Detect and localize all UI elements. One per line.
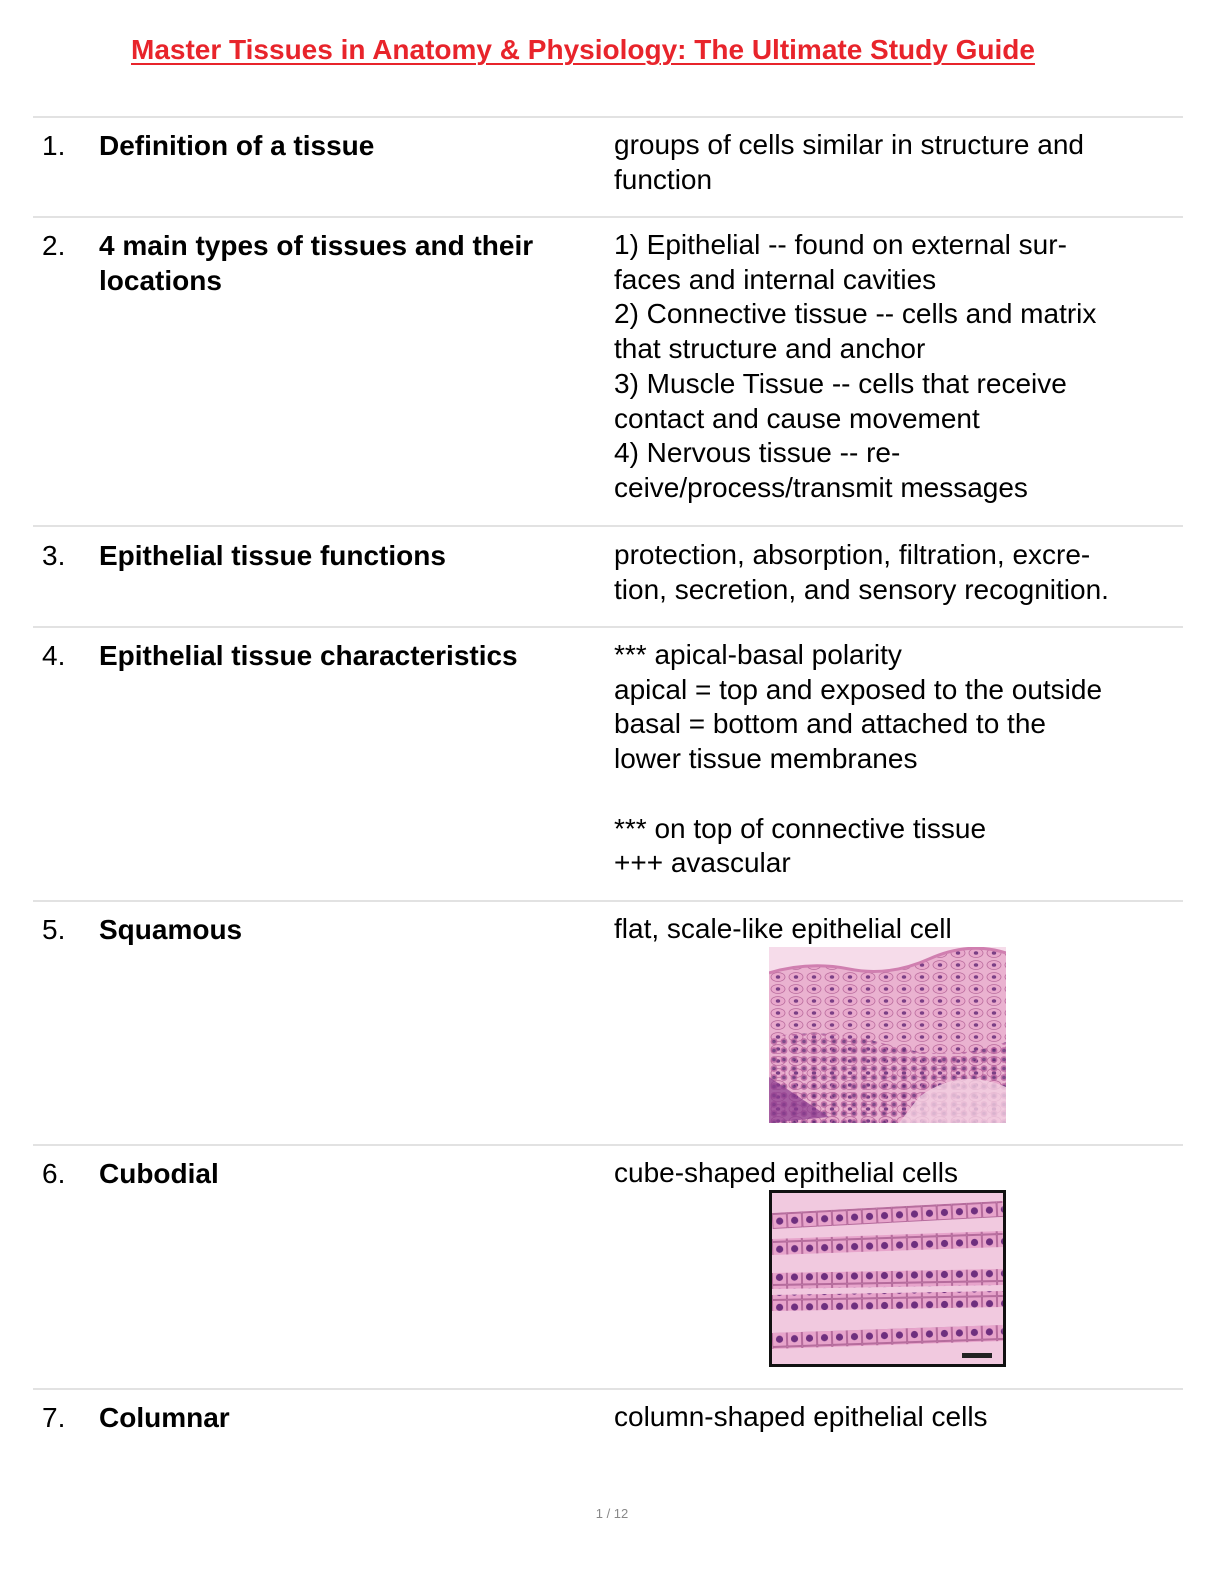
page-title: Master Tissues in Anatomy & Physiology: The Ultimate Study Guide [131, 34, 1035, 65]
squamous-tissue-micrograph [769, 947, 1006, 1123]
row-divider [33, 525, 1183, 527]
item-number: 5. [42, 914, 66, 945]
item-definition: groups of cells similar in structure and function [614, 129, 1084, 195]
item-term: 4 main types of tissues and their locations [99, 230, 534, 296]
item-definition: *** apical-basal polarity apical = top and exposed to the outside basal = bottom and attached to the lower tissue membranes *** on top of connective tissue +++ avascular [614, 639, 1103, 879]
row-divider [33, 1144, 1183, 1146]
row-divider [33, 216, 1183, 218]
item-term: Epithelial tissue functions [99, 540, 446, 571]
row-divider [33, 116, 1183, 118]
item-definition: 1) Epithelial -- found on external sur- faces and internal cavities 2) Connective tissue -- cells and matrix that structure and anchor 3) Muscle Tissue -- cells that receive contact and cause movement 4) Nervous tissue -- re- ceive/process/transmit messages [614, 229, 1097, 503]
item-number: 1. [42, 130, 66, 161]
item-number: 3. [42, 540, 66, 571]
item-number: 2. [42, 230, 66, 261]
item-definition: protection, absorption, filtration, excre- tion, secretion, and sensory recognition. [614, 539, 1109, 605]
page-number: 1 / 12 [595, 1506, 629, 1521]
item-number: 6. [42, 1158, 66, 1189]
item-definition: column-shaped epithelial cells [614, 1401, 988, 1432]
row-divider [33, 626, 1183, 628]
item-term: Definition of a tissue [99, 130, 375, 161]
item-term: Cubodial [99, 1158, 219, 1189]
row-divider [33, 900, 1183, 902]
item-term: Squamous [99, 914, 243, 945]
item-number: 4. [42, 640, 66, 671]
item-number: 7. [42, 1402, 66, 1433]
row-divider [33, 1388, 1183, 1390]
item-term: Columnar [99, 1402, 230, 1433]
item-term: Epithelial tissue characteristics [99, 640, 518, 671]
item-definition: flat, scale-like epithelial cell [614, 913, 952, 944]
item-definition: cube-shaped epithelial cells [614, 1157, 958, 1188]
cuboidal-tissue-micrograph [769, 1190, 1006, 1367]
